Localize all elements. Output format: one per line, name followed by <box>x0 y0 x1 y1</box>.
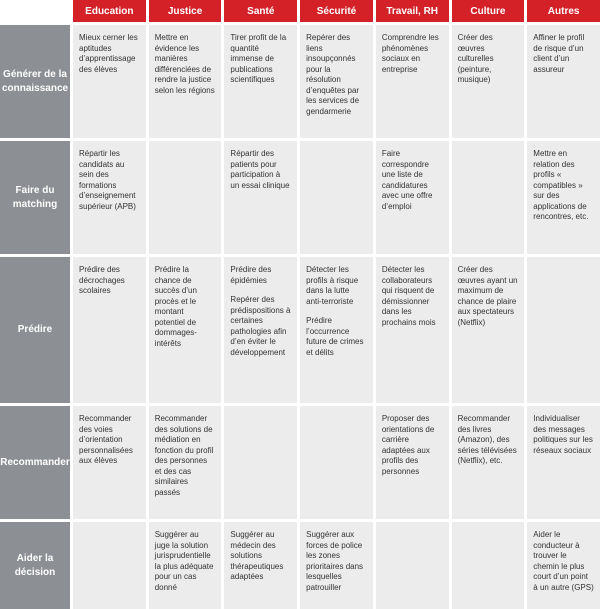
cell-text: Mettre en évidence les manières différenciées de rendre la justice selon les régions <box>154 33 215 95</box>
column-header-education: Education <box>73 0 146 22</box>
row-header: Faire du matching <box>0 141 70 254</box>
table-cell-justice <box>149 141 222 254</box>
table-cell-sante <box>224 257 297 403</box>
table-cell-securite <box>300 25 373 138</box>
table-cell-autres <box>527 141 600 254</box>
table-cell-travail-rh <box>376 257 449 403</box>
table-cell-education <box>73 257 146 403</box>
table-cell-justice <box>149 406 222 519</box>
table-cell-securite <box>300 522 373 609</box>
row-header: Prédire <box>0 257 70 403</box>
table-cell-justice <box>149 522 222 609</box>
table-cell-travail-rh <box>376 141 449 254</box>
table-cell-education <box>73 141 146 254</box>
table-cell-autres <box>527 25 600 138</box>
cell-text: Repérer des prédispositions à certaines pathologies afin d’en éviter le développement <box>230 295 291 357</box>
column-header-sante: Santé <box>224 0 297 22</box>
table-cell-sante <box>224 141 297 254</box>
table-cell-culture <box>452 141 525 254</box>
cell-text: Suggérer au juge la solution jurisprudentielle la plus adéquate pour un cas donné <box>154 530 214 592</box>
cell-text: Créer des œuvres culturelles (peinture, musique) <box>457 33 494 84</box>
cell-text: Prédire des épidémies <box>230 265 272 285</box>
column-header-justice: Justice <box>149 0 222 22</box>
table-cell-education <box>73 522 146 609</box>
table-cell-education <box>73 406 146 519</box>
table-cell-culture <box>452 406 525 519</box>
table-cell-culture <box>452 522 525 609</box>
table-corner <box>0 0 70 22</box>
table-cell-securite <box>300 406 373 519</box>
table-cell-sante <box>224 522 297 609</box>
cell-text: Affiner le profil de risque d’un client d’un assureur <box>533 33 585 74</box>
table-cell-autres <box>527 406 600 519</box>
table-cell-travail-rh <box>376 25 449 138</box>
table-cell-sante <box>224 25 297 138</box>
cell-text: Recommander des livres (Amazon), des séries télévisées (Netflix), etc. <box>457 414 517 465</box>
column-header-securite: Sécurité <box>300 0 373 22</box>
cell-text: Aider le conducteur à trouver le chemin le plus court d’un point à un autre (GPS) <box>533 530 594 592</box>
cell-text: Créer des œuvres ayant un maximum de chance de plaire aux spectateurs (Netflix) <box>457 265 518 327</box>
cell-text: Comprendre les phénomènes sociaux en entreprise <box>381 33 439 74</box>
cell-text: Suggérer aux forces de police les zones prioritaires dans lesquelles patrouiller <box>306 530 364 592</box>
table-cell-securite <box>300 141 373 254</box>
table-cell-travail-rh <box>376 406 449 519</box>
row-header: Générer de la connaissance <box>0 25 70 138</box>
cell-text: Mieux cerner les aptitudes d’apprentissage des élèves <box>79 33 138 74</box>
cell-text: Tirer profit de la quantité immense de publications scientifiques <box>230 33 287 84</box>
table-cell-securite <box>300 257 373 403</box>
cell-text: Recommander des solutions de médiation en fonction du profil des personnes et des cas similaires passés <box>154 414 214 497</box>
table-cell-autres <box>527 522 600 609</box>
table-cell-education <box>73 25 146 138</box>
cell-text: Mettre en relation des profils « compatibles » sur des applications de rencontres, etc. <box>533 149 589 221</box>
column-header-culture: Culture <box>452 0 525 22</box>
cell-text: Suggérer au médecin des solutions thérapeutiques adaptées <box>230 530 284 581</box>
cell-text: Répartir des patients pour participation à un essai clinique <box>230 149 290 190</box>
table-cell-culture <box>452 25 525 138</box>
column-header-autres: Autres <box>527 0 600 22</box>
table-cell-justice <box>149 25 222 138</box>
cell-text: Faire correspondre une liste de candidatures avec une offre d’emploi <box>381 149 433 211</box>
cell-text: Prédire la chance de succès d’un procès et le montant potentiel de dommages-intérêts <box>154 265 197 348</box>
cell-text: Repérer des liens insoupçonnés pour la résolution d’enquêtes par les services de gendarmerie <box>306 33 360 116</box>
row-header: Aider la décision <box>0 522 70 609</box>
cell-text: Prédire des décrochages scolaires <box>79 265 125 295</box>
cell-text: Individualiser des messages politiques sur les réseaux sociaux <box>533 414 593 455</box>
table-cell-justice <box>149 257 222 403</box>
table-cell-sante <box>224 406 297 519</box>
cell-text: Détecter les profils à risque dans la lutte anti-terroriste <box>306 265 359 306</box>
table-cell-culture <box>452 257 525 403</box>
table-cell-travail-rh <box>376 522 449 609</box>
cell-text: Répartir les candidats au sein des formations d’enseignement supérieur (APB) <box>79 149 136 211</box>
row-header: Recommander <box>0 406 70 519</box>
cell-text: Recommander des voies d’orientation personnalisées aux élèves <box>79 414 133 465</box>
cell-text: Détecter les collaborateurs qui risquent de démissionner dans les prochains mois <box>381 265 436 327</box>
table-cell-autres <box>527 257 600 403</box>
column-header-travail-rh: Travail, RH <box>376 0 449 22</box>
cell-text: Proposer des orientations de carrière adaptées aux profils des personnes <box>381 414 435 476</box>
cell-text: Prédire l’occurrence future de crimes et délits <box>306 316 364 357</box>
